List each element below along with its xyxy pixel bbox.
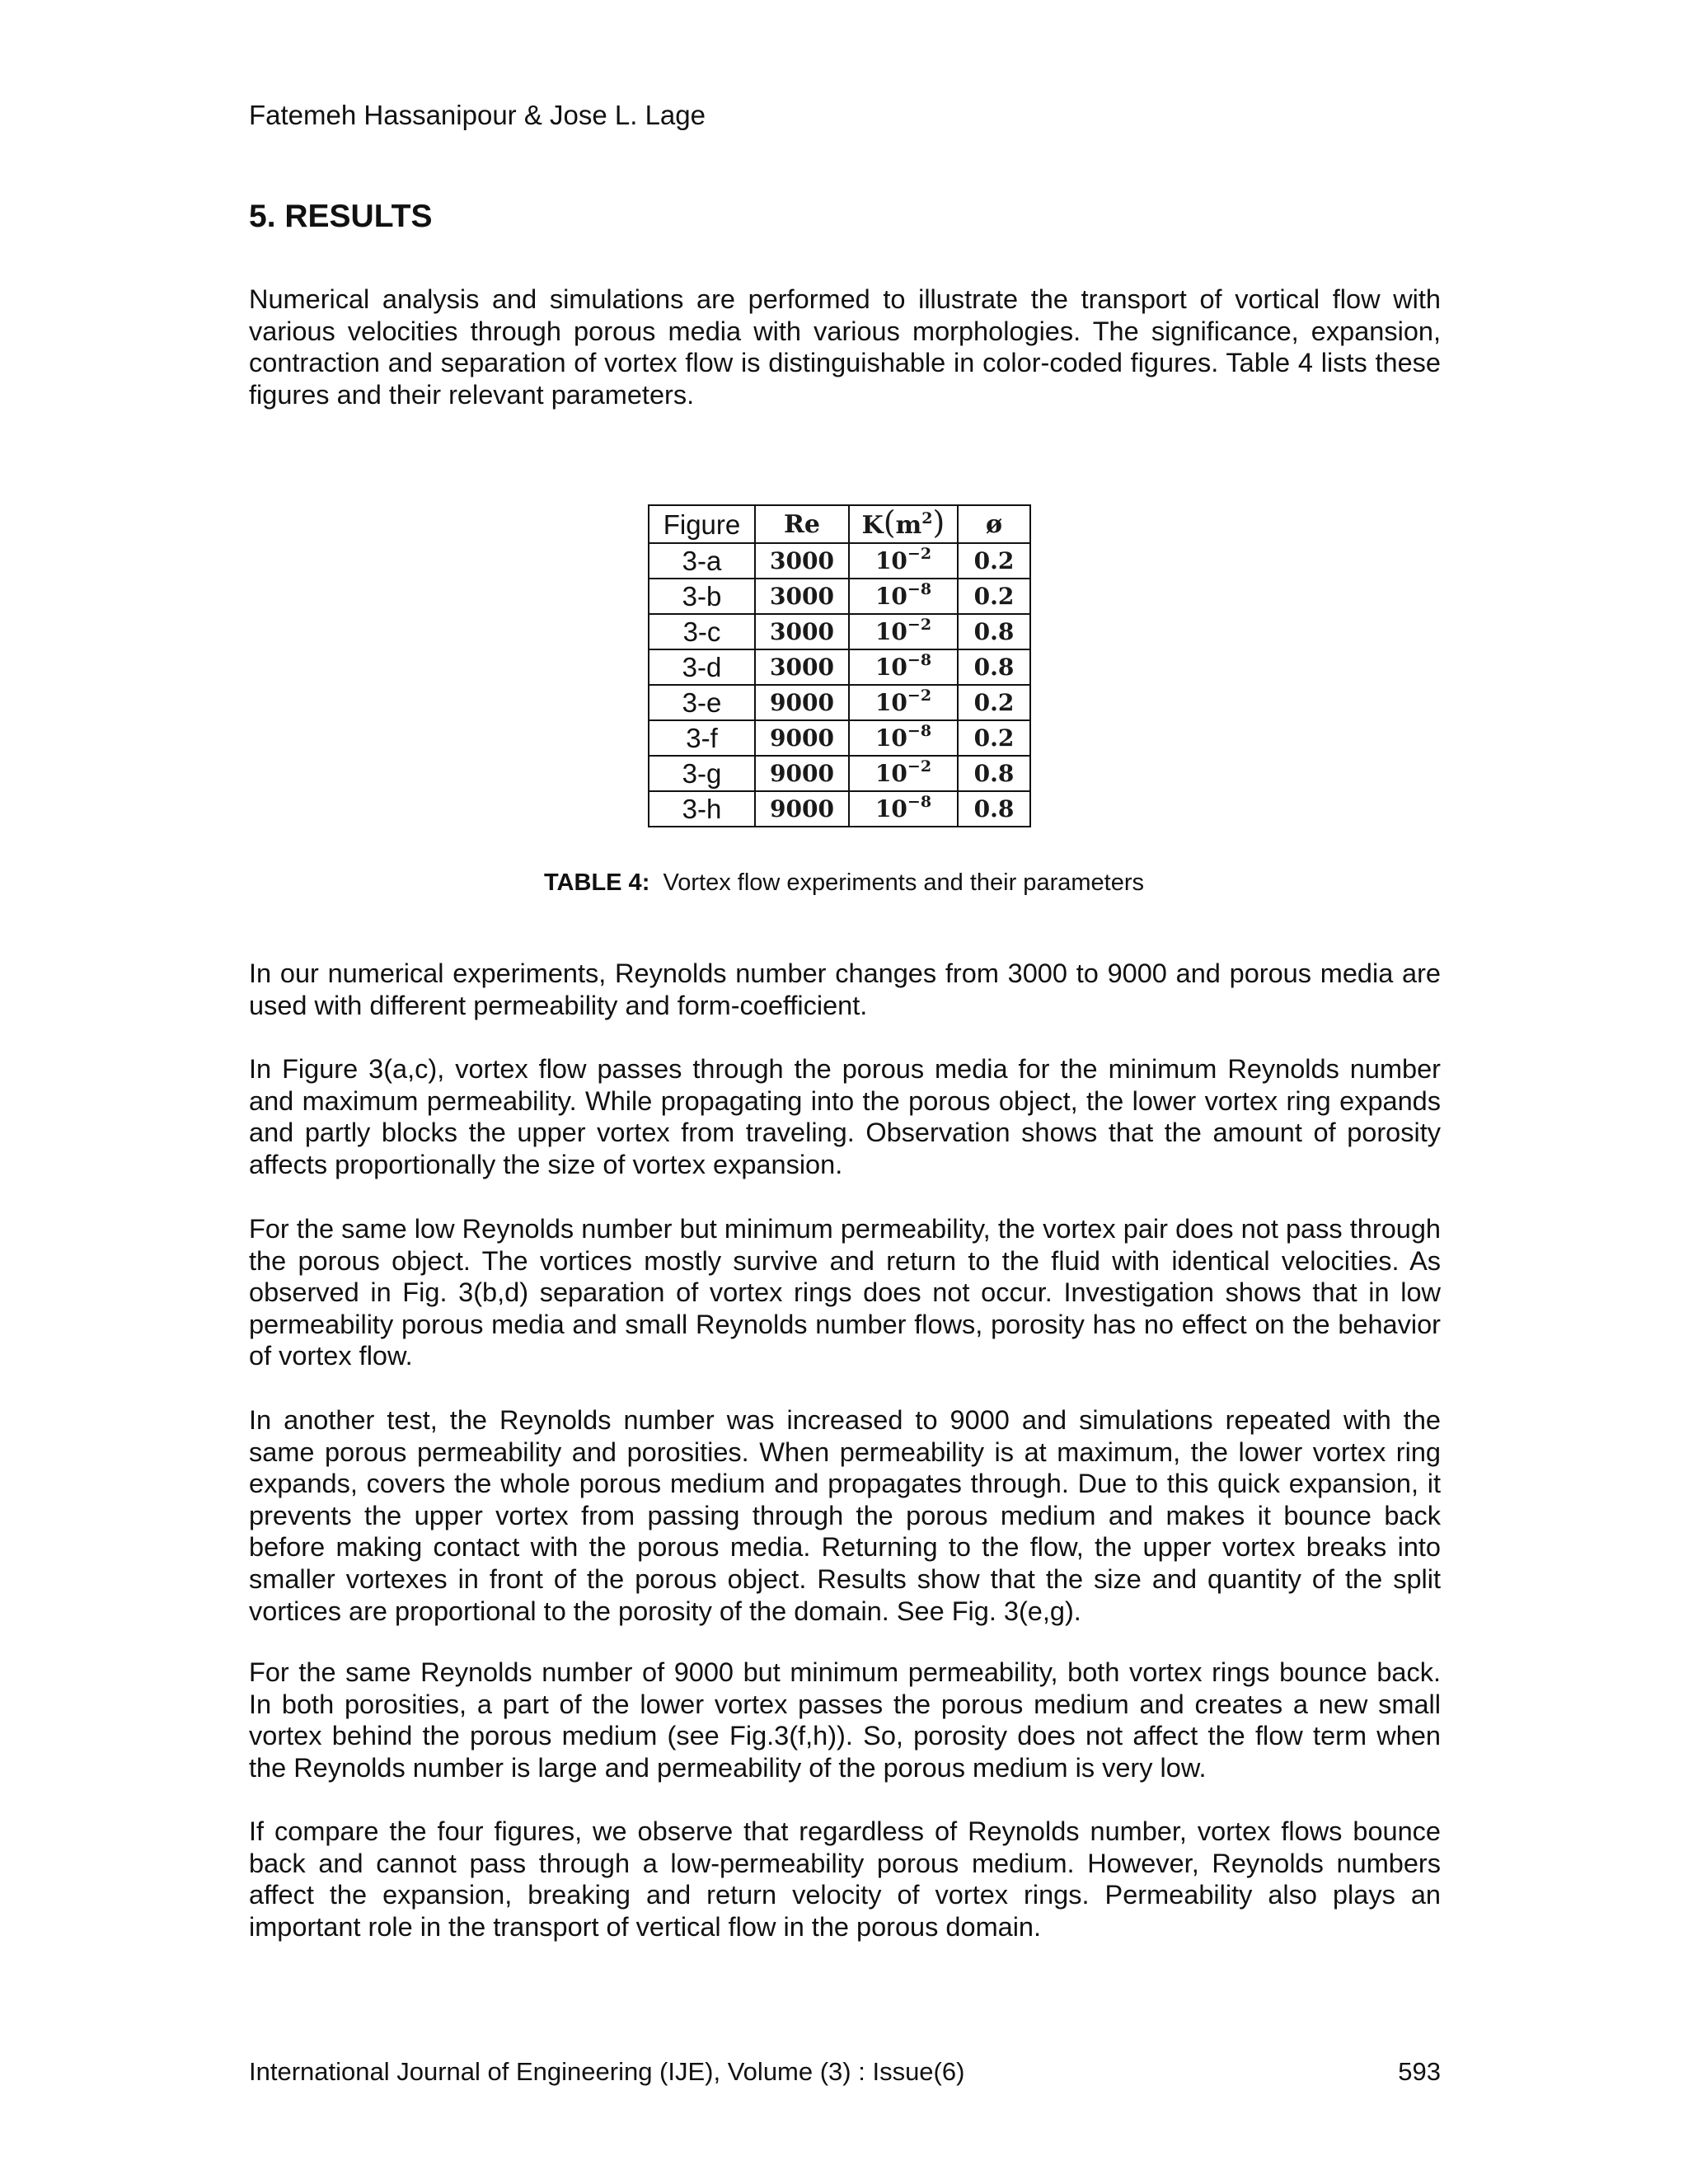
cell-figure: 3-e bbox=[649, 685, 755, 720]
running-head-authors: Fatemeh Hassanipour & Jose L. Lage bbox=[249, 100, 706, 130]
cell-porosity: 0.8 bbox=[958, 756, 1030, 791]
cell-figure: 3-h bbox=[649, 791, 755, 827]
table-caption-label: TABLE 4: bbox=[544, 869, 650, 896]
cell-porosity: 0.8 bbox=[958, 791, 1030, 827]
cell-k-base: 10 bbox=[874, 689, 907, 716]
cell-k-exponent: −2 bbox=[907, 545, 932, 563]
header-reynolds: Re bbox=[755, 505, 849, 543]
cell-permeability bbox=[849, 720, 958, 756]
cell-reynolds: 3000 bbox=[755, 579, 849, 614]
cell-permeability bbox=[849, 649, 958, 685]
table-row bbox=[649, 791, 1030, 827]
table-row bbox=[649, 720, 1030, 756]
cell-figure: 3-b bbox=[649, 579, 755, 614]
cell-k-base: 10 bbox=[874, 724, 907, 752]
cell-k-exponent: −2 bbox=[907, 757, 932, 776]
paragraph-figure-3ac: In Figure 3(a,c), vortex flow passes through the porous media for the minimum Reynolds number and maximum permeability. While propagating into the porous object, the lower vortex ring expands and partly blocks the upper vortex from traveling. Observation shows that the amount of porosity affects proportionally the size of vortex expansion. bbox=[249, 1054, 1441, 1179]
cell-k-base: 10 bbox=[874, 760, 907, 787]
footer-journal-citation: International Journal of Engineering (IJE), Volume (3) : Issue(6) bbox=[249, 2057, 965, 2086]
cell-reynolds: 9000 bbox=[755, 685, 849, 720]
parameters-table bbox=[648, 504, 1031, 827]
section-title: 5. RESULTS bbox=[249, 199, 433, 234]
table-row bbox=[649, 685, 1030, 720]
cell-permeability bbox=[849, 756, 958, 791]
cell-permeability bbox=[849, 685, 958, 720]
footer-page-number: 593 bbox=[1398, 2057, 1441, 2086]
cell-k-base: 10 bbox=[874, 795, 907, 823]
cell-k-exponent: −2 bbox=[907, 616, 932, 634]
table-caption bbox=[0, 868, 1688, 898]
cell-reynolds: 9000 bbox=[755, 720, 849, 756]
table-caption-text: Vortex flow experiments and their parameters bbox=[663, 869, 1144, 896]
header-k-symbol: K bbox=[861, 511, 884, 540]
paragraph-figure-3eg: In another test, the Reynolds number was increased to 9000 and simulations repeated with the same porous permeability and porosities. When permeability is at maximum, the lower vortex ring expands, covers the whole porous medium and propagates through. Due to this quick expansion, it prevents the upper vortex from passing through the porous medium and makes it bounce back before making contact with the porous media. Returning to the flow, the upper vortex breaks into smaller vortexes in front of the porous object. Results show that the size and quantity of the split vortices are proportional to the porosity of the domain. See Fig. 3(e,g). bbox=[249, 1405, 1441, 1626]
paragraph-comparison: If compare the four figures, we observe that regardless of Reynolds number, vortex flows bounce back and cannot pass through a low-permeability porous medium. However, Reynolds numbers affect the expansion, breaking and return velocity of vortex rings. Permeability also plays an important role in the transport of vertical flow in the porous domain. bbox=[249, 1816, 1441, 1942]
cell-figure: 3-g bbox=[649, 756, 755, 791]
cell-k-exponent: −2 bbox=[907, 687, 932, 705]
paragraph-figure-3bd: For the same low Reynolds number but minimum permeability, the vortex pair does not pass through the porous object. The vortices mostly survive and return to the fluid with identical velocities. As observed in Fig. 3(b,d) separation of vortex rings does not occur. Investigation shows that in low permeability porous media and small Reynolds number flows, porosity has no effect on the behavior of vortex flow. bbox=[249, 1214, 1441, 1371]
cell-porosity: 0.2 bbox=[958, 579, 1030, 614]
paragraph-figure-3fh: For the same Reynolds number of 9000 but minimum permeability, both vortex rings bounce back. In both porosities, a part of the lower vortex passes the porous medium and creates a new small vortex behind the porous medium (see Fig.3(f,h)). So, porosity does not affect the flow term when the Reynolds number is large and permeability of the porous medium is very low. bbox=[249, 1657, 1441, 1783]
cell-porosity: 0.2 bbox=[958, 720, 1030, 756]
cell-k-base: 10 bbox=[874, 654, 907, 681]
cell-k-exponent: −8 bbox=[907, 651, 932, 669]
table-header-row bbox=[649, 505, 1030, 543]
cell-reynolds: 3000 bbox=[755, 543, 849, 579]
cell-k-base: 10 bbox=[874, 618, 907, 645]
cell-figure: 3-a bbox=[649, 543, 755, 579]
cell-figure: 3-f bbox=[649, 720, 755, 756]
cell-k-base: 10 bbox=[874, 583, 907, 610]
paragraph-reynolds-range: In our numerical experiments, Reynolds number changes from 3000 to 9000 and porous media are used with different permeability and form-coefficient. bbox=[249, 958, 1441, 1020]
cell-reynolds: 9000 bbox=[755, 756, 849, 791]
header-figure: Figure bbox=[649, 505, 755, 543]
cell-porosity: 0.2 bbox=[958, 543, 1030, 579]
table-row bbox=[649, 756, 1030, 791]
cell-permeability bbox=[849, 791, 958, 827]
table-row bbox=[649, 579, 1030, 614]
cell-reynolds: 3000 bbox=[755, 649, 849, 685]
header-k-unit-exponent: 2 bbox=[921, 509, 933, 527]
cell-permeability bbox=[849, 579, 958, 614]
cell-k-exponent: −8 bbox=[907, 580, 932, 598]
cell-figure: 3-d bbox=[649, 649, 755, 685]
table-row bbox=[649, 649, 1030, 685]
table-row bbox=[649, 614, 1030, 649]
cell-permeability bbox=[849, 543, 958, 579]
cell-porosity: 0.8 bbox=[958, 614, 1030, 649]
cell-k-base: 10 bbox=[874, 547, 907, 574]
cell-k-exponent: −8 bbox=[907, 722, 932, 740]
header-permeability bbox=[849, 505, 958, 543]
cell-reynolds: 3000 bbox=[755, 614, 849, 649]
paragraph-intro: Numerical analysis and simulations are performed to illustrate the transport of vortical flow with various velocities through porous media with various morphologies. The significance, expansion, contraction and separation of vortex flow is distinguishable in color-coded figures. Table 4 lists these figures and their relevant parameters. bbox=[249, 284, 1441, 410]
cell-porosity: 0.2 bbox=[958, 685, 1030, 720]
cell-porosity: 0.8 bbox=[958, 649, 1030, 685]
cell-permeability bbox=[849, 614, 958, 649]
header-k-paren-open: ( bbox=[883, 504, 896, 541]
header-k-unit: m bbox=[895, 511, 922, 540]
table-row bbox=[649, 543, 1030, 579]
header-k-paren-close: ) bbox=[932, 504, 945, 541]
cell-figure: 3-c bbox=[649, 614, 755, 649]
header-porosity: ø bbox=[958, 505, 1030, 543]
cell-reynolds: 9000 bbox=[755, 791, 849, 827]
cell-k-exponent: −8 bbox=[907, 793, 932, 811]
